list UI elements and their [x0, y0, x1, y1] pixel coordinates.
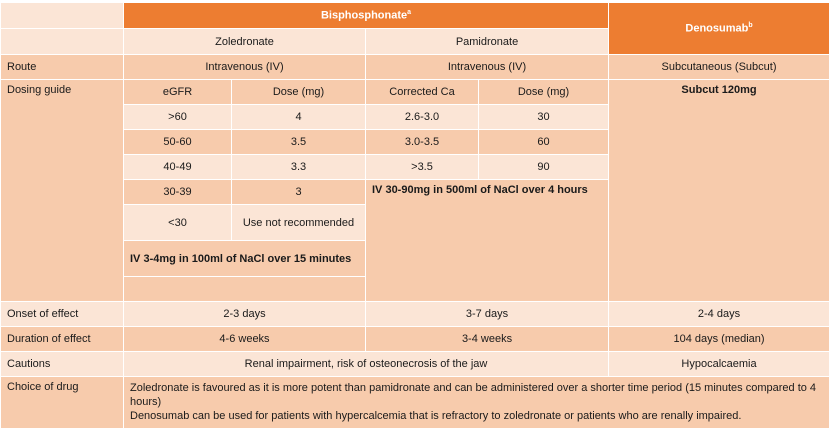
zoledronate-header: Zoledronate — [124, 29, 366, 55]
onset-row — [1, 302, 829, 327]
egfr-value: 40-49 — [124, 155, 232, 180]
egfr-value: 30-39 — [124, 180, 232, 205]
pam-dose-value: 90 — [479, 155, 609, 180]
zol-dose-value: Use not recommended — [232, 205, 366, 241]
footnote-b: b — [748, 22, 752, 29]
zol-dose-value: 3.3 — [232, 155, 366, 180]
route-row — [1, 55, 829, 80]
bisphosphonate-header — [124, 3, 609, 29]
header-blank-cell — [1, 3, 124, 29]
pam-dose-value: 60 — [479, 130, 609, 155]
egfr-header: eGFR — [124, 80, 232, 105]
pamidronate-header: Pamidronate — [366, 29, 609, 55]
route-denosumab: Subcutaneous (Subcut) — [609, 55, 829, 80]
route-label: Route — [1, 55, 124, 80]
onset-denosumab: 2-4 days — [609, 302, 829, 327]
corrected-ca-value: 3.0-3.5 — [366, 130, 479, 155]
zol-dose-value: 3 — [232, 180, 366, 205]
corrected-ca-value: 2.6-3.0 — [366, 105, 479, 130]
dosing-row — [1, 80, 829, 105]
duration-label: Duration of effect — [1, 327, 124, 352]
denosumab-header — [609, 3, 829, 55]
choice-label: Choice of drug — [1, 377, 124, 429]
duration-row — [1, 327, 829, 352]
dosing-label: Dosing guide — [1, 80, 124, 302]
cautions-bisphosphonate: Renal impairment, risk of osteonecrosis of the jaw — [124, 352, 609, 377]
pam-dose-header: Dose (mg) — [479, 80, 609, 105]
duration-zoledronate: 4-6 weeks — [124, 327, 366, 352]
route-zoledronate: Intravenous (IV) — [124, 55, 366, 80]
pam-dose-value: 30 — [479, 105, 609, 130]
egfr-value: <30 — [124, 205, 232, 241]
zol-dose-header: Dose (mg) — [232, 80, 366, 105]
bisphosphonate-label: Bisphosphonate — [321, 10, 407, 22]
pamidronate-note: IV 30-90mg in 500ml of NaCl over 4 hours — [366, 180, 609, 302]
cautions-label: Cautions — [1, 352, 124, 377]
denosumab-label: Denosumab — [685, 23, 748, 35]
dosing-spacer-cell — [124, 277, 366, 302]
corrected-ca-value: >3.5 — [366, 155, 479, 180]
onset-label: Onset of effect — [1, 302, 124, 327]
footnote-a: a — [407, 9, 411, 16]
choice-row — [1, 377, 829, 429]
duration-denosumab: 104 days (median) — [609, 327, 829, 352]
choice-text — [124, 377, 829, 429]
route-pamidronate: Intravenous (IV) — [366, 55, 609, 80]
egfr-value: >60 — [124, 105, 232, 130]
onset-pamidronate: 3-7 days — [366, 302, 609, 327]
egfr-value: 50-60 — [124, 130, 232, 155]
zol-dose-value: 3.5 — [232, 130, 366, 155]
drug-comparison-table — [0, 2, 829, 429]
choice-line-2: Denosumab can be used for patients with hypercalcemia that is refractory to zoledronate or patients who are renally impaired. — [130, 409, 823, 423]
choice-line-1: Zoledronate is favoured as it is more potent than pamidronate and can be administered over a shorter time period (15 minutes compared to 4 hours) — [130, 381, 823, 409]
cautions-row — [1, 352, 829, 377]
zoledronate-note: IV 3-4mg in 100ml of NaCl over 15 minutes — [124, 241, 366, 277]
cautions-denosumab: Hypocalcaemia — [609, 352, 829, 377]
header-row — [1, 3, 829, 29]
drug-name-blank-cell — [1, 29, 124, 55]
corrected-ca-header: Corrected Ca — [366, 80, 479, 105]
duration-pamidronate: 3-4 weeks — [366, 327, 609, 352]
onset-zoledronate: 2-3 days — [124, 302, 366, 327]
denosumab-dosing: Subcut 120mg — [609, 80, 829, 302]
zol-dose-value: 4 — [232, 105, 366, 130]
